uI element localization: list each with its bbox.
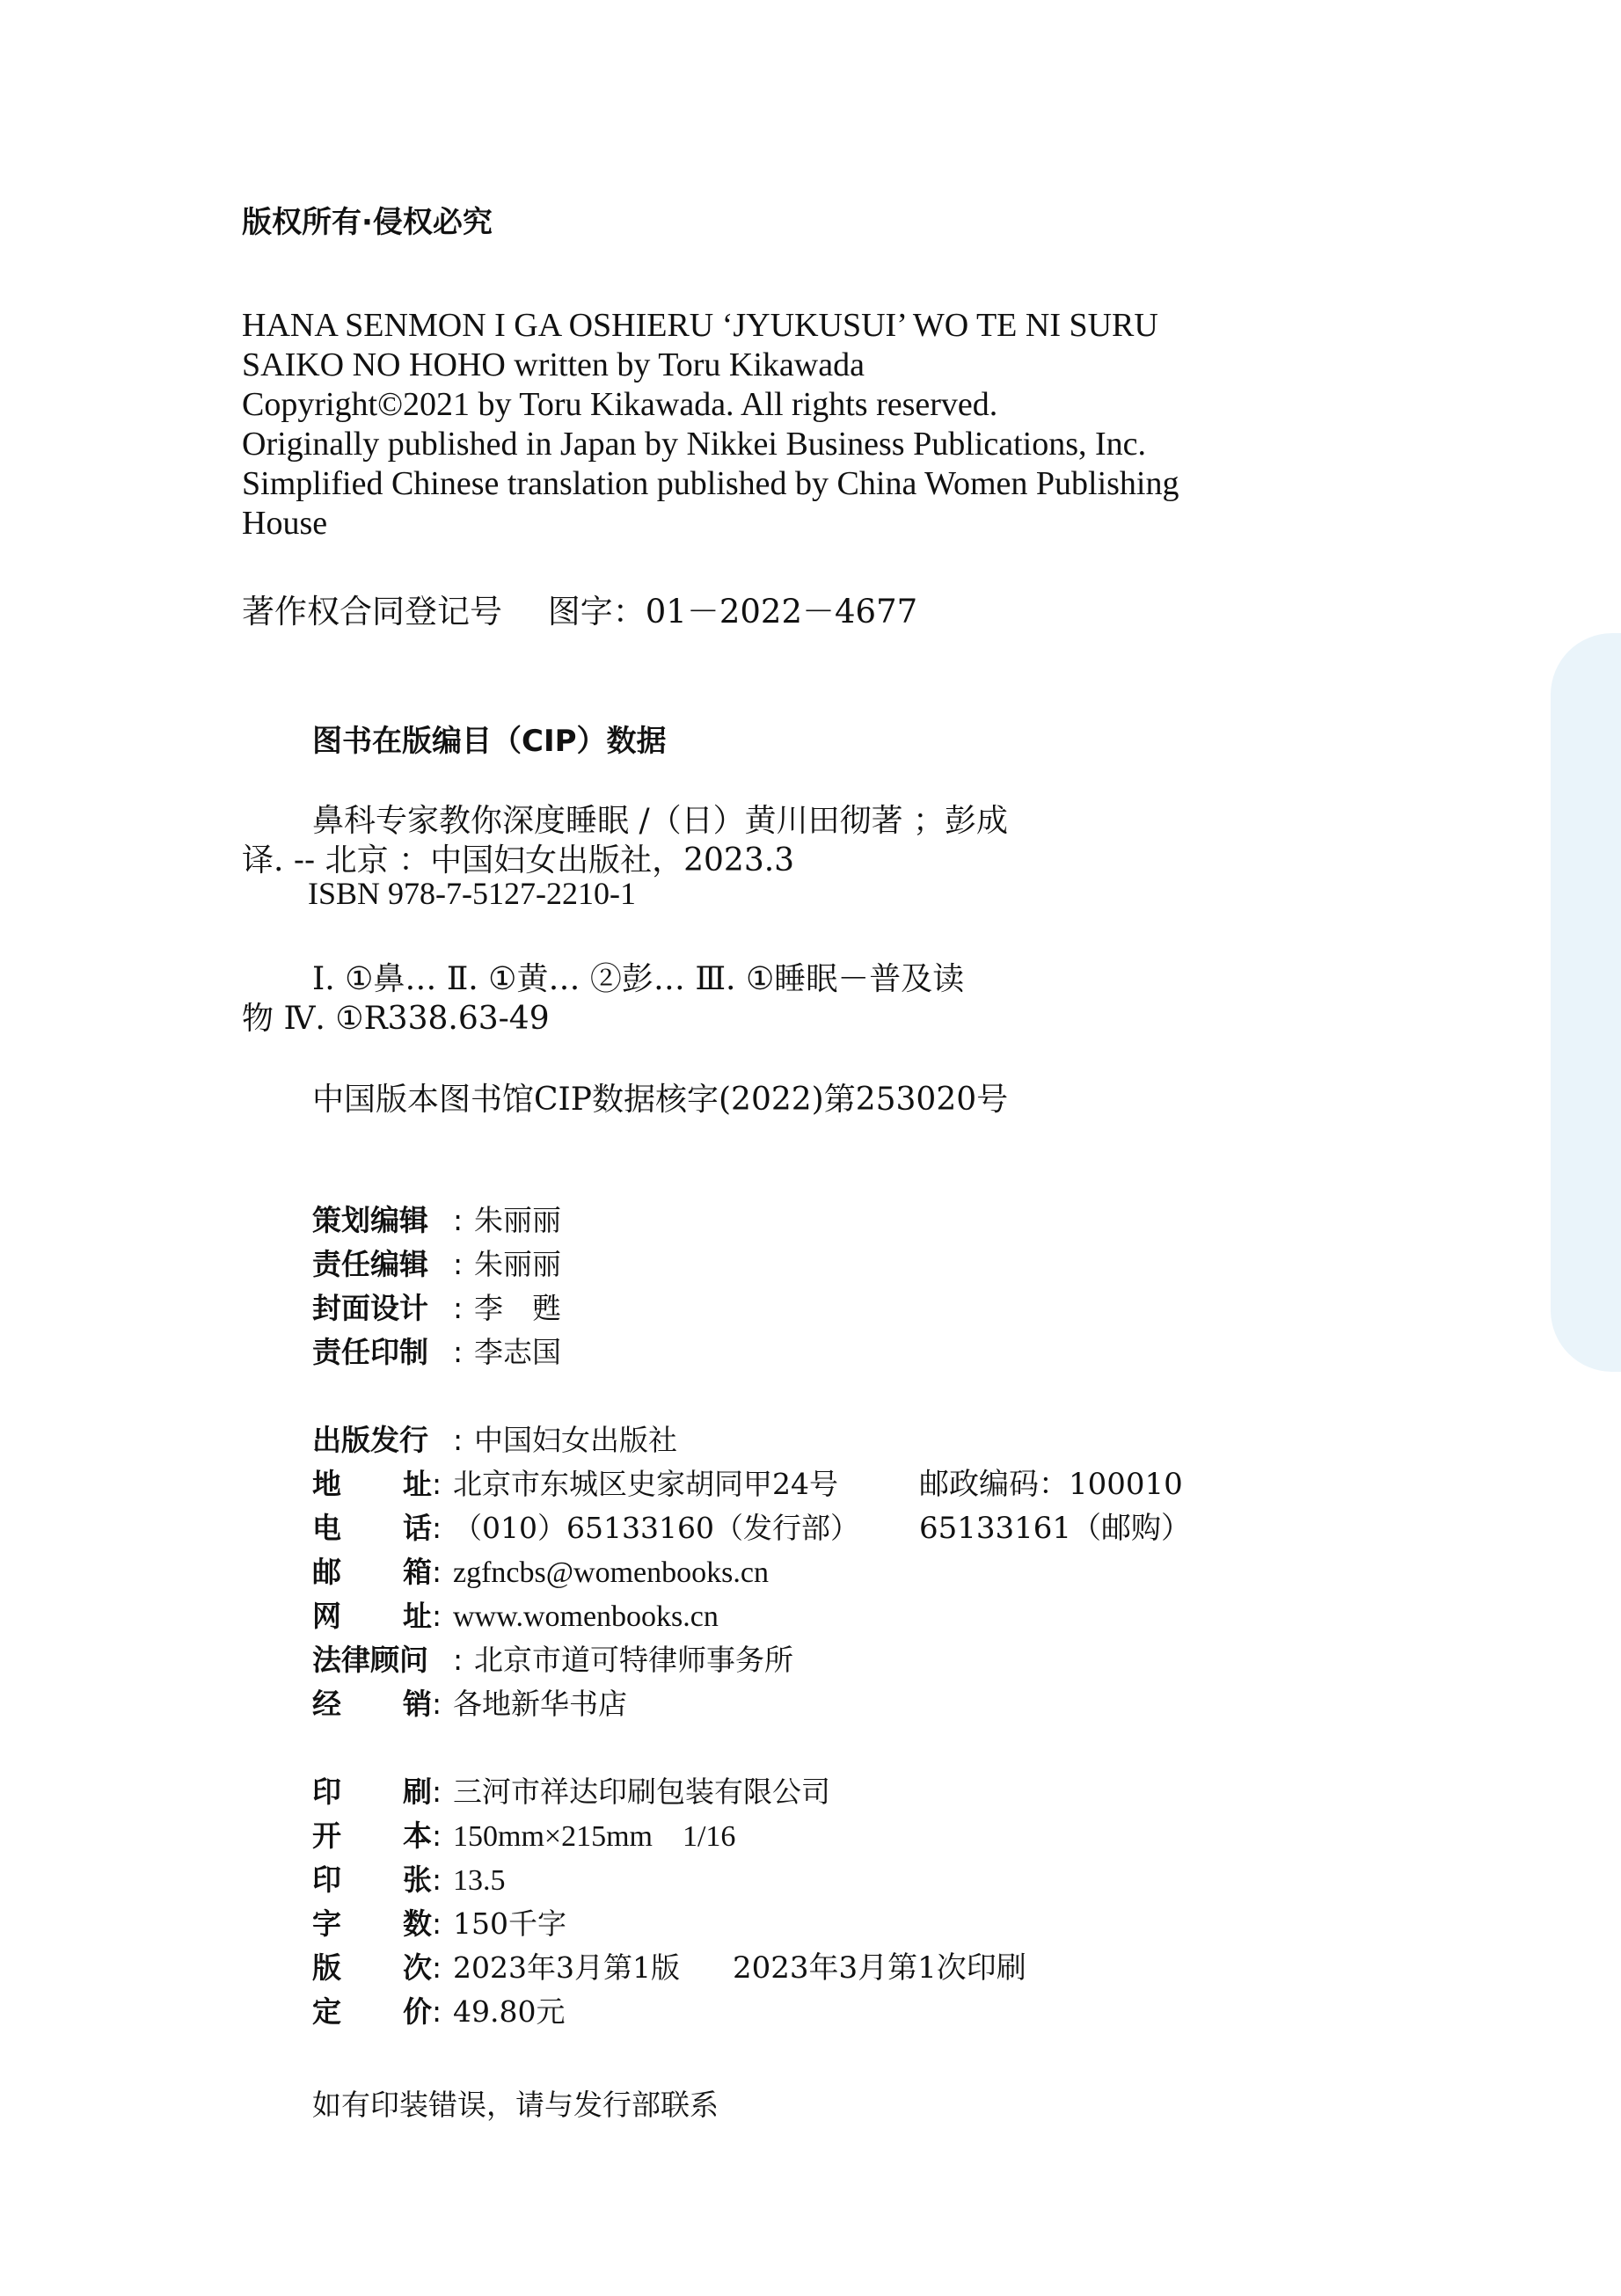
- distributor-key: 经 销: [312, 1687, 432, 1721]
- printing-info: 印 刷 : 三河市祥达印刷包装有限公司 开 本 : 150mm×215mm 1/16 印 张 : 13.5 字 数 : 150千字 版 次 : 2023年3月第1版 2023年3月第1次印刷 定 价 : 49.80元: [312, 1770, 1026, 2034]
- printing-error-note: 如有印装错误，请与发行部联系: [312, 2088, 719, 2122]
- side-tab-decoration: [1551, 633, 1621, 1372]
- phone-value: （010）65133160（发行部）: [453, 1511, 859, 1545]
- english-rights-block: [242, 306, 1245, 543]
- legal-key: 法律顾问: [312, 1643, 428, 1677]
- issuer-key: 出版发行: [312, 1423, 428, 1457]
- credit-row: 责任编辑 : 朱丽丽: [312, 1243, 561, 1286]
- price-value: 49.80元: [453, 1994, 566, 2029]
- english-line: Originally published in Japan by Nikkei Business Publications, Inc.: [242, 426, 1147, 463]
- credit-key: 策划编辑: [312, 1203, 428, 1237]
- price-key: 定 价: [312, 1994, 432, 2029]
- credit-key: 封面设计: [312, 1291, 428, 1325]
- edition-value: 2023年3月第1版: [453, 1950, 680, 1985]
- english-line: HANA SENMON I GA OSHIERU ‘JYUKUSUI’ WO TE NI SURU: [242, 307, 1158, 344]
- phone-secondary: 65133161（邮购）: [919, 1511, 1192, 1546]
- format-key: 开 本: [312, 1819, 432, 1853]
- contract-value: 图字：01－2022－4677: [547, 593, 918, 630]
- email-value: zgfncbs@womenbooks.cn: [453, 1556, 769, 1589]
- words-value: 150千字: [453, 1906, 566, 1941]
- credit-row: 策划编辑 : 朱丽丽: [312, 1199, 561, 1243]
- credit-value: 朱丽丽: [474, 1203, 561, 1237]
- credit-value: 李 甦: [474, 1291, 561, 1325]
- credit-key: 责任编辑: [312, 1247, 428, 1281]
- impression-value: 2023年3月第1次印刷: [733, 1950, 1026, 1986]
- postcode: 邮政编码：100010: [919, 1467, 1183, 1502]
- sheets-key: 印 张: [312, 1862, 432, 1897]
- publisher-info: 出版发行 : 中国妇女出版社 地 址 : 北京市东城区史家胡同甲24号 邮政编码：100010 电 话 : （010）65133160（发行部） 65133161（邮购） 邮 箱 : zgfncbs@womenbooks.cn 网 址 : www.womenbooks.cn 法律顾问 : 北京市道可特律师事务所 经 销 : 各地新华书店: [312, 1418, 1191, 1726]
- words-key: 字 数: [312, 1906, 432, 1941]
- website-key: 网 址: [312, 1599, 432, 1633]
- cip-class-2: 物 Ⅳ. ①R338.63-49: [242, 1001, 550, 1037]
- issuer-value: 中国妇女出版社: [474, 1423, 677, 1457]
- english-line: Simplified Chinese translation published by China Women Publishing: [242, 465, 1179, 502]
- sheets-value: 13.5: [453, 1864, 506, 1897]
- credit-value: 李志国: [474, 1335, 561, 1369]
- format-value: 150mm×215mm 1/16: [453, 1820, 736, 1853]
- contract-label: 著作权合同登记号: [242, 593, 502, 630]
- legal-value: 北京市道可特律师事务所: [474, 1643, 793, 1677]
- cip-library-number: 中国版本图书馆CIP数据核字(2022)第253020号: [312, 1082, 1009, 1118]
- english-line: SAIKO NO HOHO written by Toru Kikawada: [242, 346, 865, 383]
- cip-title: 图书在版编目（CIP）数据: [312, 724, 667, 759]
- email-key: 邮 箱: [312, 1555, 432, 1589]
- staff-credits: [312, 1199, 561, 1374]
- website-value: www.womenbooks.cn: [453, 1600, 719, 1633]
- credit-value: 朱丽丽: [474, 1247, 561, 1281]
- cip-class-1: Ⅰ. ①鼻… Ⅱ. ①黄… ②彭… Ⅲ. ①睡眠－普及读: [312, 961, 965, 997]
- address-key: 地 址: [312, 1467, 432, 1501]
- printer-key: 印 刷: [312, 1775, 432, 1809]
- address-value: 北京市东城区史家胡同甲24号: [453, 1467, 838, 1501]
- credit-row: 责任印制 : 李志国: [312, 1330, 561, 1374]
- phone-key: 电 话: [312, 1511, 432, 1545]
- credit-row: 封面设计 : 李 甦: [312, 1286, 561, 1330]
- edition-key: 版 次: [312, 1950, 432, 1985]
- english-line: Copyright©2021 by Toru Kikawada. All rights reserved.: [242, 386, 998, 423]
- copyright-notice: 版权所有·侵权必究: [242, 205, 493, 240]
- english-line: House: [242, 505, 328, 542]
- cip-isbn: ISBN 978-7-5127-2210-1: [308, 876, 636, 911]
- contract-registration: [242, 585, 917, 632]
- distributor-value: 各地新华书店: [453, 1687, 627, 1721]
- cip-line-2: 译. -- 北京 ：中国妇女出版社，2023.3: [242, 842, 795, 878]
- credit-key: 责任印制: [312, 1335, 428, 1369]
- cip-line-1: 鼻科专家教你深度睡眠 /（日）黄川田彻著 ；彭成: [312, 803, 1009, 839]
- printer-value: 三河市祥达印刷包装有限公司: [453, 1775, 830, 1809]
